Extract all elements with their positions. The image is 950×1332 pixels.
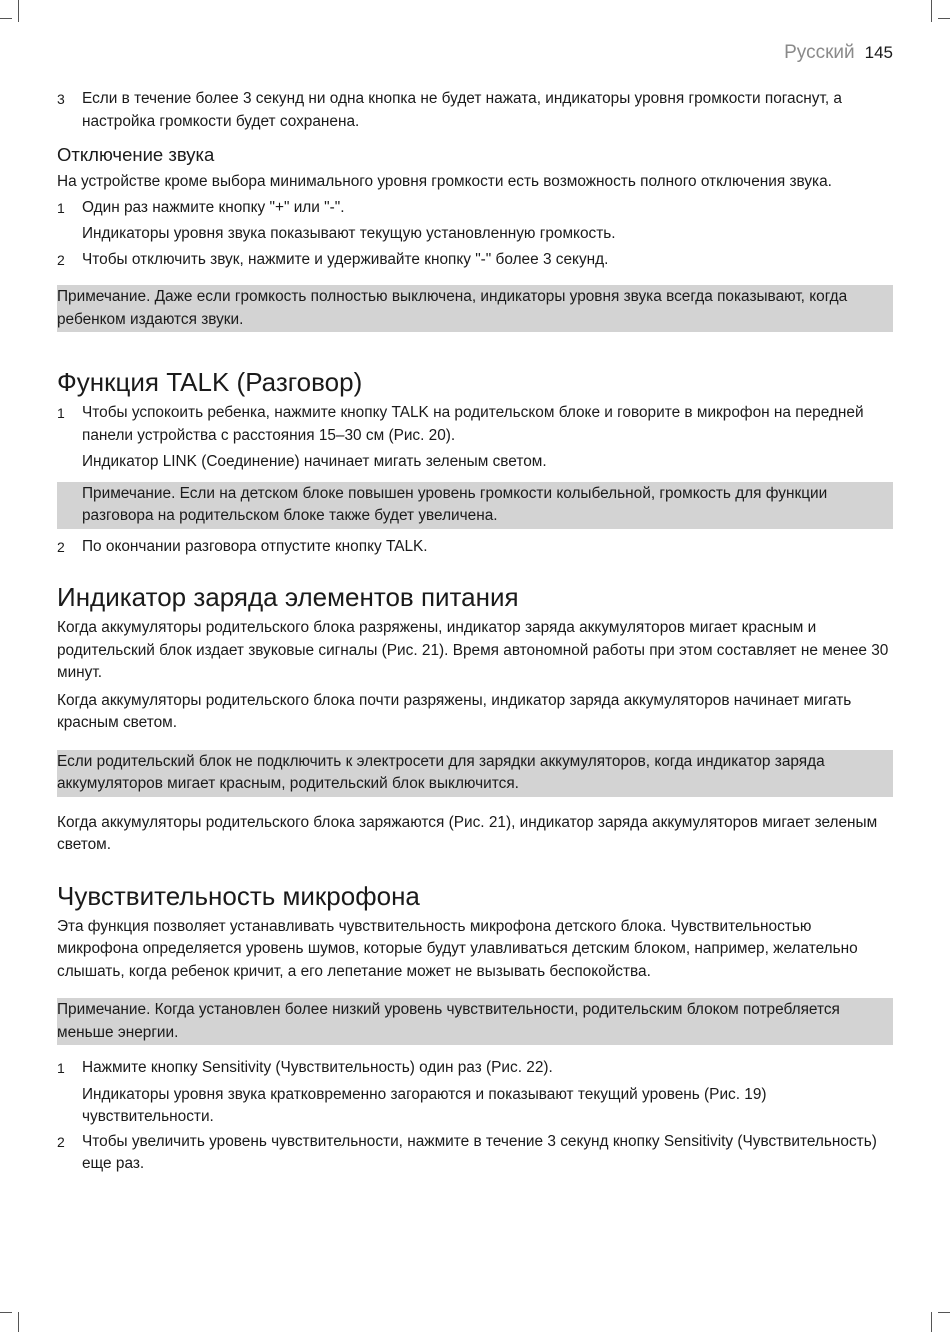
- battery-heading: Индикатор заряда элементов питания: [57, 582, 519, 612]
- note-box: Примечание. Когда установлен более низкий уровень чувствительности, родительским блоком потребляется меньше энергии.: [57, 998, 893, 1045]
- battery-paragraph: Когда аккумуляторы родительского блока почти разряжены, индикатор заряда аккумуляторов начинает мигать красным светом.: [57, 691, 852, 731]
- list-text: Если в течение более 3 секунд ни одна кнопка не будет нажата, индикаторы уровня громкости погаснут, а настройка громкости будет сохранена.: [82, 90, 842, 130]
- list-number: 2: [57, 1133, 65, 1150]
- list-number: 2: [57, 538, 65, 555]
- list-item: [57, 1057, 893, 1080]
- language-label: Русский: [784, 42, 855, 63]
- step-result: Индикаторы уровня звука кратковременно загораются и показывают текущий уровень (Рис. 19) чувствительности.: [82, 1085, 767, 1125]
- list-number: 1: [57, 405, 65, 421]
- list-text: Нажмите кнопку Sensitivity (Чувствительность) один раз (Рис. 22).: [82, 1059, 553, 1076]
- page-header: [784, 42, 893, 64]
- page-number: 145: [864, 43, 893, 62]
- crop-mark-top-right-v: [931, 0, 932, 22]
- crop-mark-top-right-h: [938, 18, 950, 19]
- list-text: Чтобы успокоить ребенка, нажмите кнопку TALK на родительском блоке и говорите в микрофон на передней панели устройства с расстояния 15–30 см (Рис. 20).: [82, 404, 864, 444]
- crop-mark-bottom-left-v: [18, 1312, 19, 1332]
- crop-mark-top-left-h: [0, 18, 12, 19]
- battery-paragraph: Когда аккумуляторы родительского блока разряжены, индикатор заряда аккумуляторов мигает красным и родительский блок издает звуковые сигналы (Рис. 21). Время автономной работы при этом составляет не менее 30 минут.: [57, 619, 889, 681]
- crop-mark-top-left-v: [18, 0, 19, 22]
- crop-mark-bottom-right-h: [938, 1312, 950, 1313]
- list-text: Один раз нажмите кнопку "+" или "-".: [82, 198, 345, 216]
- list-item: [57, 402, 893, 447]
- page-content: [57, 88, 893, 1176]
- mute-intro: На устройстве кроме выбора минимального уровня громкости есть возможность полного отключения звука.: [57, 173, 832, 190]
- sensitivity-paragraph: Эта функция позволяет устанавливать чувствительность микрофона детского блока. Чувствительностью микрофона определяется уровень шумов, которые будут улавливаться детским блоком, например, желательно слышать, когда ребенок кричит, а его лепетание может не вызывать беспокойства.: [57, 917, 858, 980]
- sensitivity-heading: Чувствительность микрофона: [57, 880, 420, 911]
- step-result: Индикатор LINK (Соединение) начинает мигать зеленым светом.: [82, 453, 547, 470]
- note-box: Примечание. Если на детском блоке повышен уровень громкости колыбельной, громкость для функции разговора на родительском блоке также будет увеличена.: [57, 482, 893, 529]
- list-number: 2: [57, 251, 65, 268]
- list-item: [57, 1131, 893, 1176]
- talk-heading: Функция TALK (Разговор): [57, 367, 363, 397]
- list-text: Чтобы отключить звук, нажмите и удерживайте кнопку "-" более 3 секунд.: [82, 250, 609, 268]
- list-item: [57, 536, 893, 559]
- list-number: 1: [57, 1060, 65, 1076]
- crop-mark-bottom-left-h: [0, 1312, 12, 1313]
- battery-paragraph: Когда аккумуляторы родительского блока заряжаются (Рис. 21), индикатор заряда аккумуляторов мигает зеленым светом.: [57, 813, 878, 853]
- list-text: По окончании разговора отпустите кнопку TALK.: [82, 537, 428, 555]
- list-item: [57, 249, 893, 272]
- step-result: Индикаторы уровня звука показывают текущую установленную громкость.: [82, 225, 616, 242]
- note-box: Если родительский блок не подключить к электросети для зарядки аккумуляторов, когда индикатор заряда аккумуляторов мигает красным, родительский блок выключится.: [57, 750, 893, 797]
- mute-heading: Отключение звука: [57, 144, 215, 165]
- list-item: [57, 88, 893, 133]
- list-text: Чтобы увеличить уровень чувствительности, нажмите в течение 3 секунд кнопку Sensitivity (Чувствительность) еще раз.: [82, 1132, 877, 1172]
- list-number: 3: [57, 91, 65, 107]
- list-number: 1: [57, 199, 65, 216]
- note-box: Примечание. Даже если громкость полностью выключена, индикаторы уровня звука всегда показывают, когда ребенком издаются звуки.: [57, 285, 893, 332]
- crop-mark-bottom-right-v: [931, 1312, 932, 1332]
- list-item: [57, 197, 893, 220]
